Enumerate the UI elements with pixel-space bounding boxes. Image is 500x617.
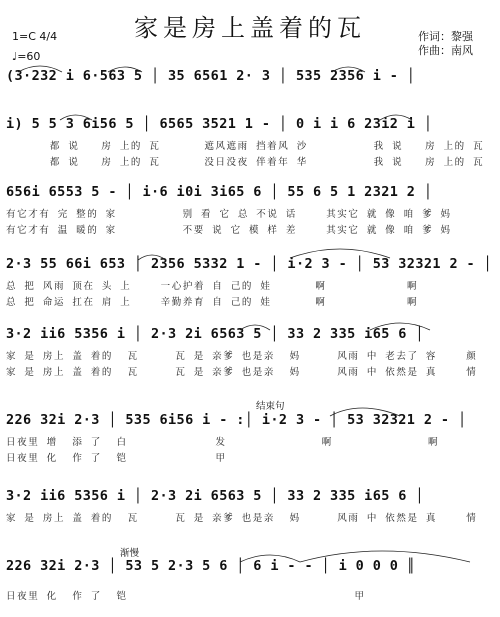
notation-line: (3·232 i 6·563 5 │ 35 6561 2· 3 │ 535 2356 i - │ [6,68,416,84]
tempo-marking: ♩=60 [12,50,41,63]
lyrics-verse-1: 家 是 房上 盖 着的 瓦 瓦 是 亲爹 也是亲 妈 风雨 中 老去了 容 颜 [6,351,478,362]
notation-line: 226 32i 2·3 │ 53 5 2·3 5 6 │ 6 i - - │ i 0 0 0 ║ [6,558,416,574]
key-signature: 1=C [12,30,36,43]
lyrics-verse-1: 都 说 房 上的 瓦 遮风遮雨 挡着风 沙 我 说 房 上的 瓦 [6,141,485,152]
notation-line: 3·2 ii6 5356 i │ 2·3 2i 6563 5 │ 33 2 335 i65 6 │ [6,488,424,504]
notation-line: 3·2 ii6 5356 i │ 2·3 2i 6563 5 │ 33 2 335 i65 6 │ [6,326,424,342]
lyrics-verse-1: 有它才有 完 整的 家 别 看 它 总 不说 话 其实它 就 像 咱 爹 妈 [6,209,452,220]
song-title: 家是房上盖着的瓦 [134,14,366,42]
time-signature: 4/4 [39,30,58,43]
lyrics-verse-2: 家 是 房上 盖 着的 瓦 瓦 是 亲爹 也是亲 妈 风雨 中 依然是 真 情 [6,367,478,378]
lyricist-credit: 作词：黎强 [418,30,473,43]
lyrics-verse-1: 家 是 房上 盖 着的 瓦 瓦 是 亲爹 也是亲 妈 风雨 中 依然是 真 情 [6,513,478,524]
lyrics-verse-2: 日夜里 化 作 了 铠 甲 [6,453,227,464]
lyrics-verse-2: 总 把 命运 扛在 肩 上 辛勤养育 自 己的 娃 啊 啊 [6,297,419,308]
lyrics-verse-1: 日夜里 增 添 了 白 发 啊 啊 [6,437,440,448]
lyrics-verse-1: 总 把 风雨 顶在 头 上 一心护着 自 己的 娃 啊 啊 [6,281,419,292]
notation-line: 656i 6553 5 - │ i·6 i0i 3i65 6 │ 55 6 5 1 2321 2 │ [6,184,433,200]
notation-line: 226 32i 2·3 │ 535 6i56 i - :│ i·2 3 - │ 53 32321 2 - │ [6,412,467,428]
lyrics-verse-1: 日夜里 化 作 了 铠 甲 [6,591,366,602]
ending-annotation: 结束句 [256,401,285,412]
notation-line: 2·3 55 66i 653 │ 2356 5332 1 - │ i·2 3 - │ 53 32321 2 - │ [6,256,493,272]
notation-line: i) 5 5 3 6i56 5 │ 6565 3521 1 - │ 0 i i 6 23i2 i │ [6,116,433,132]
lyrics-verse-2: 都 说 房 上的 瓦 没日没夜 伴着年 华 我 说 房 上的 瓦 [6,157,485,168]
lyrics-verse-2: 有它才有 温 暖的 家 不要 说 它 模 样 差 其实它 就 像 咱 爹 妈 [6,225,452,236]
slowing-annotation: 渐慢 [120,548,140,559]
composer-credit: 作曲：南风 [418,44,473,57]
